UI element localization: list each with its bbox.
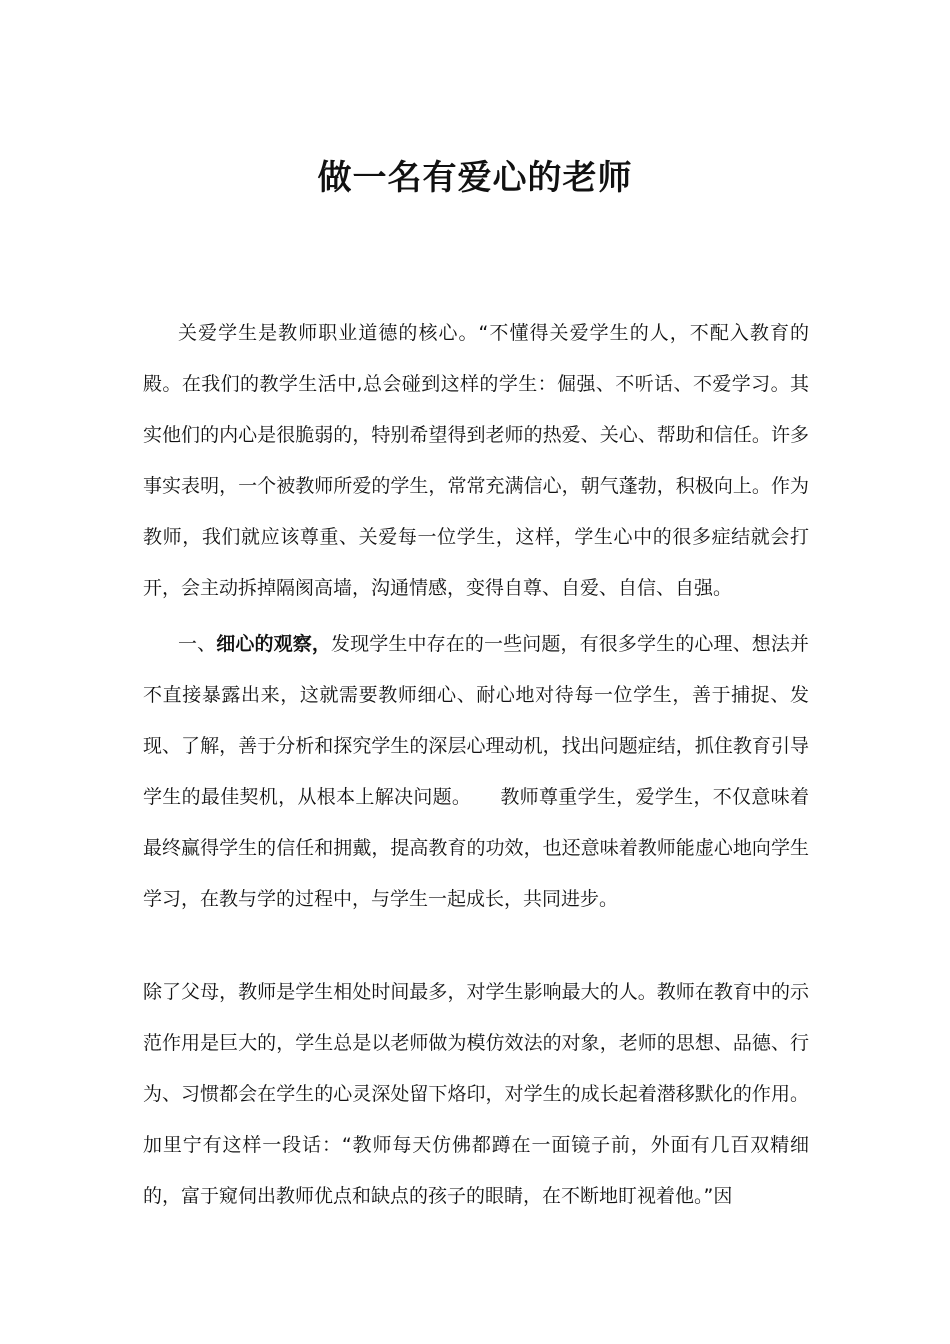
paragraph-care-for-students: 关爱学生是教师职业道德的核心。“不懂得关爱学生的人，不配入教育的殿。在我们的教学生活中,总会碰到这样的学生：倔强、不听话、不爱学习。其实他们的内心是很脆弱的，特别希望得到老师的热爱、关心、帮助和信任。许多事实表明，一个被教师所爱的学生，常常充满信心，朝气蓬勃，积极向上。作为教师，我们就应该尊重、关爱每一位学生，这样，学生心中的很多症结就会打开，会主动拆掉隔阂高墙，沟通情感，变得自尊、自爱、自信、自强。 bbox=[143, 322, 809, 599]
paragraph-careful-observation bbox=[143, 619, 809, 925]
section-heading: 细心的观察， bbox=[216, 633, 331, 655]
paragraph-teacher-example: 除了父母，教师是学生相处时间最多，对学生影响最大的人。教师在教育中的示范作用是巨大的，学生总是以老师做为模仿效法的对象，老师的思想、品德、行为、习惯都会在学生的心灵深处留下烙印，对学生的成长起着潜移默化的作用。加里宁有这样一段话：“教师每天仿佛都蹲在一面镜子前，外面有几百双精细的，富于窥伺出教师优点和缺点的孩子的眼睛，在不断地盯视着他。”因 bbox=[143, 981, 809, 1207]
section-body: 发现学生中存在的一些问题，有很多学生的心理、想法并不直接暴露出来，这就需要教师细心、耐心地对待每一位学生，善于捕捉、发现、了解，善于分析和探究学生的深层心理动机，找出问题症结，抓住教育引导学生的最佳契机，从根本上解决问题。 教师尊重学生，爱学生，不仅意味着最终赢得学生的信任和拥戴，提高教育的功效，也还意味着教师能虚心地向学生学习，在教与学的过程中，与学生一起成长，共同进步。 bbox=[143, 633, 809, 910]
section-number: 一、 bbox=[178, 633, 217, 655]
paragraph-teacher-example-wrapper bbox=[143, 967, 809, 1222]
document-title: 做一名有爱心的老师 bbox=[317, 158, 633, 198]
